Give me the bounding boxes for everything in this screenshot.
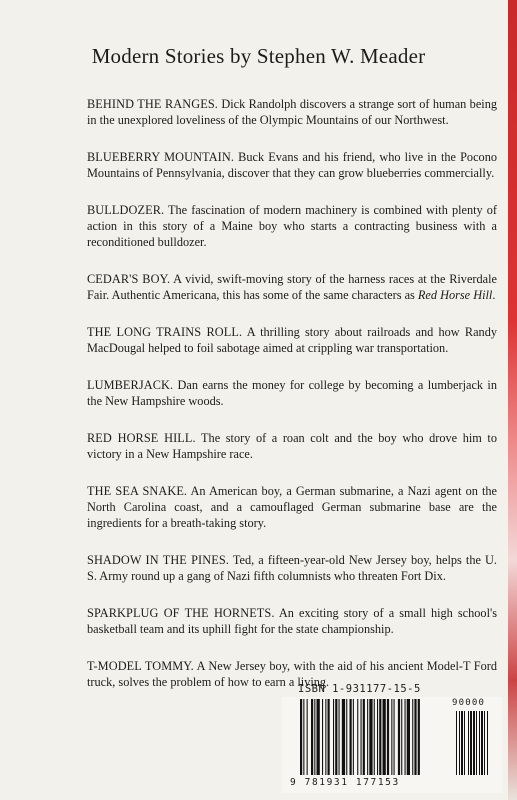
book-entry (87, 483, 497, 531)
barcode-addon-bar (484, 711, 485, 775)
barcode-bar (303, 699, 304, 775)
book-description: Dan earns the money for college by becoming a lumberjack in the New Hampshire woods. (87, 378, 497, 408)
book-title: T-MODEL TOMMY. (87, 659, 194, 673)
barcode-addon-bar (468, 711, 469, 775)
barcode-bar (328, 699, 330, 775)
book-entry (87, 324, 497, 356)
barcode-addon-bar (456, 711, 457, 775)
barcode-area (282, 697, 502, 793)
book-description: Ted, a fifteen-year-old New Jersey boy, helps the U. S. Army round up a gang of Nazi fifth columnists who threaten Fort Dix. (87, 553, 497, 583)
book-description: A thrilling story about railroads and how Randy MacDougal helped to foil sabotage aimed at crippling war transportation. (87, 325, 497, 355)
barcode-bar (333, 699, 334, 775)
barcode-addon-bar (470, 711, 472, 775)
barcode-bar (339, 699, 340, 775)
barcode-digits: 9 781931 177153 (290, 777, 400, 788)
barcode-bar (401, 699, 402, 775)
barcode-bar (300, 699, 302, 775)
barcode-addon-bar (487, 711, 488, 775)
book-title: THE LONG TRAINS ROLL. (87, 325, 243, 339)
book-entry (87, 96, 497, 128)
book-entry (87, 149, 497, 181)
book-entry (87, 202, 497, 250)
barcode-bar (363, 699, 365, 775)
book-title: BLUEBERRY MOUNTAIN. (87, 150, 235, 164)
barcode-bar (407, 699, 410, 775)
barcode-bar (379, 699, 381, 775)
barcode-bar (325, 699, 326, 775)
book-description: An American boy, a German submarine, a Nazi agent on the North Carolina coast, and a camouflaged German submarine base are the ingredients for a breath-taking story. (87, 484, 497, 530)
barcode-bar (350, 699, 352, 775)
isbn-label: ISBN 1-931177-15-5 (298, 683, 421, 695)
book-description: The fascination of modern machinery is combined with plenty of action in this story of a Maine boy who starts a contracting business with a reconditioned bulldozer. (87, 203, 497, 249)
barcode-addon-bar (464, 711, 465, 775)
book-description: A New Jersey boy, with the aid of his ancient Model-T Ford truck, solves the problem of how to earn a living. (87, 659, 497, 689)
barcode-addon-bar (476, 711, 477, 775)
book-title: LUMBERJACK. (87, 378, 174, 392)
book-title: THE SEA SNAKE. (87, 484, 188, 498)
barcode-bar (317, 699, 320, 775)
barcode-addon-bar (461, 711, 463, 775)
barcode-bar (377, 699, 378, 775)
book-title: BULLDOZER. (87, 203, 165, 217)
barcode-bar (346, 699, 347, 775)
barcode-bar (369, 699, 372, 775)
book-description: The story of a roan colt and the boy who drove him to victory in a New Hampshire race. (87, 431, 497, 461)
barcode-bar (391, 699, 392, 775)
book-reference: Red Horse Hill (417, 288, 493, 302)
book-entry (87, 377, 497, 409)
barcode-bar (311, 699, 313, 775)
barcode-addon-bar (459, 711, 460, 775)
barcode-bar (322, 699, 323, 775)
barcode-bar (357, 699, 358, 775)
book-description-tail: . (492, 288, 496, 302)
book-entry (87, 430, 497, 462)
barcode-bar (342, 699, 345, 775)
page-title: Modern Stories by Stephen W. Meader (91, 44, 426, 68)
barcode-bar (367, 699, 368, 775)
barcode-bar (361, 699, 362, 775)
book-title: RED HORSE HILL. (87, 431, 196, 445)
barcode-addon-bar (481, 711, 483, 775)
book-list (87, 96, 497, 711)
book-title: CEDAR'S BOY. (87, 272, 171, 286)
barcode-bar (335, 699, 337, 775)
barcode-bar (405, 699, 406, 775)
barcode-bar (383, 699, 386, 775)
book-title: BEHIND THE RANGES. (87, 97, 218, 111)
barcode-bar (394, 699, 395, 775)
barcode-bar (314, 699, 315, 775)
barcode-bar (398, 699, 400, 775)
barcode-bar (387, 699, 389, 775)
barcode-addon-bar (479, 711, 480, 775)
book-description: Buck Evans and his friend, who live in the Pocono Mountains of Pennsylvania, discover that they can grow blueberries commercially. (87, 150, 497, 180)
barcode-bar (307, 699, 308, 775)
barcode-bar (353, 699, 354, 775)
barcode-bar (374, 699, 375, 775)
barcode-addon-digits: 90000 (452, 698, 486, 708)
barcode-bar (412, 699, 413, 775)
book-description: Dick Randolph discovers a strange sort of human being in the unexplored loveliness of the Olympic Mountains of our Northwest. (87, 97, 497, 127)
barcode-icon (300, 699, 500, 779)
barcode-bar (418, 699, 420, 775)
book-entry (87, 271, 497, 303)
barcode-addon-bar (473, 711, 475, 775)
book-description: An exciting story of a small high school's basketball team and its uphill fight for the state championship. (87, 606, 497, 636)
book-title: SHADOW IN THE PINES. (87, 553, 229, 567)
cover-edge-stripe (508, 0, 517, 800)
book-entry (87, 605, 497, 637)
book-title: SPARKPLUG OF THE HORNETS. (87, 606, 275, 620)
book-description: A vivid, swift-moving story of the harness races at the Riverdale Fair. Authentic Americana, this has some of the same characters as (87, 272, 497, 302)
book-entry (87, 552, 497, 584)
barcode-bar (414, 699, 416, 775)
